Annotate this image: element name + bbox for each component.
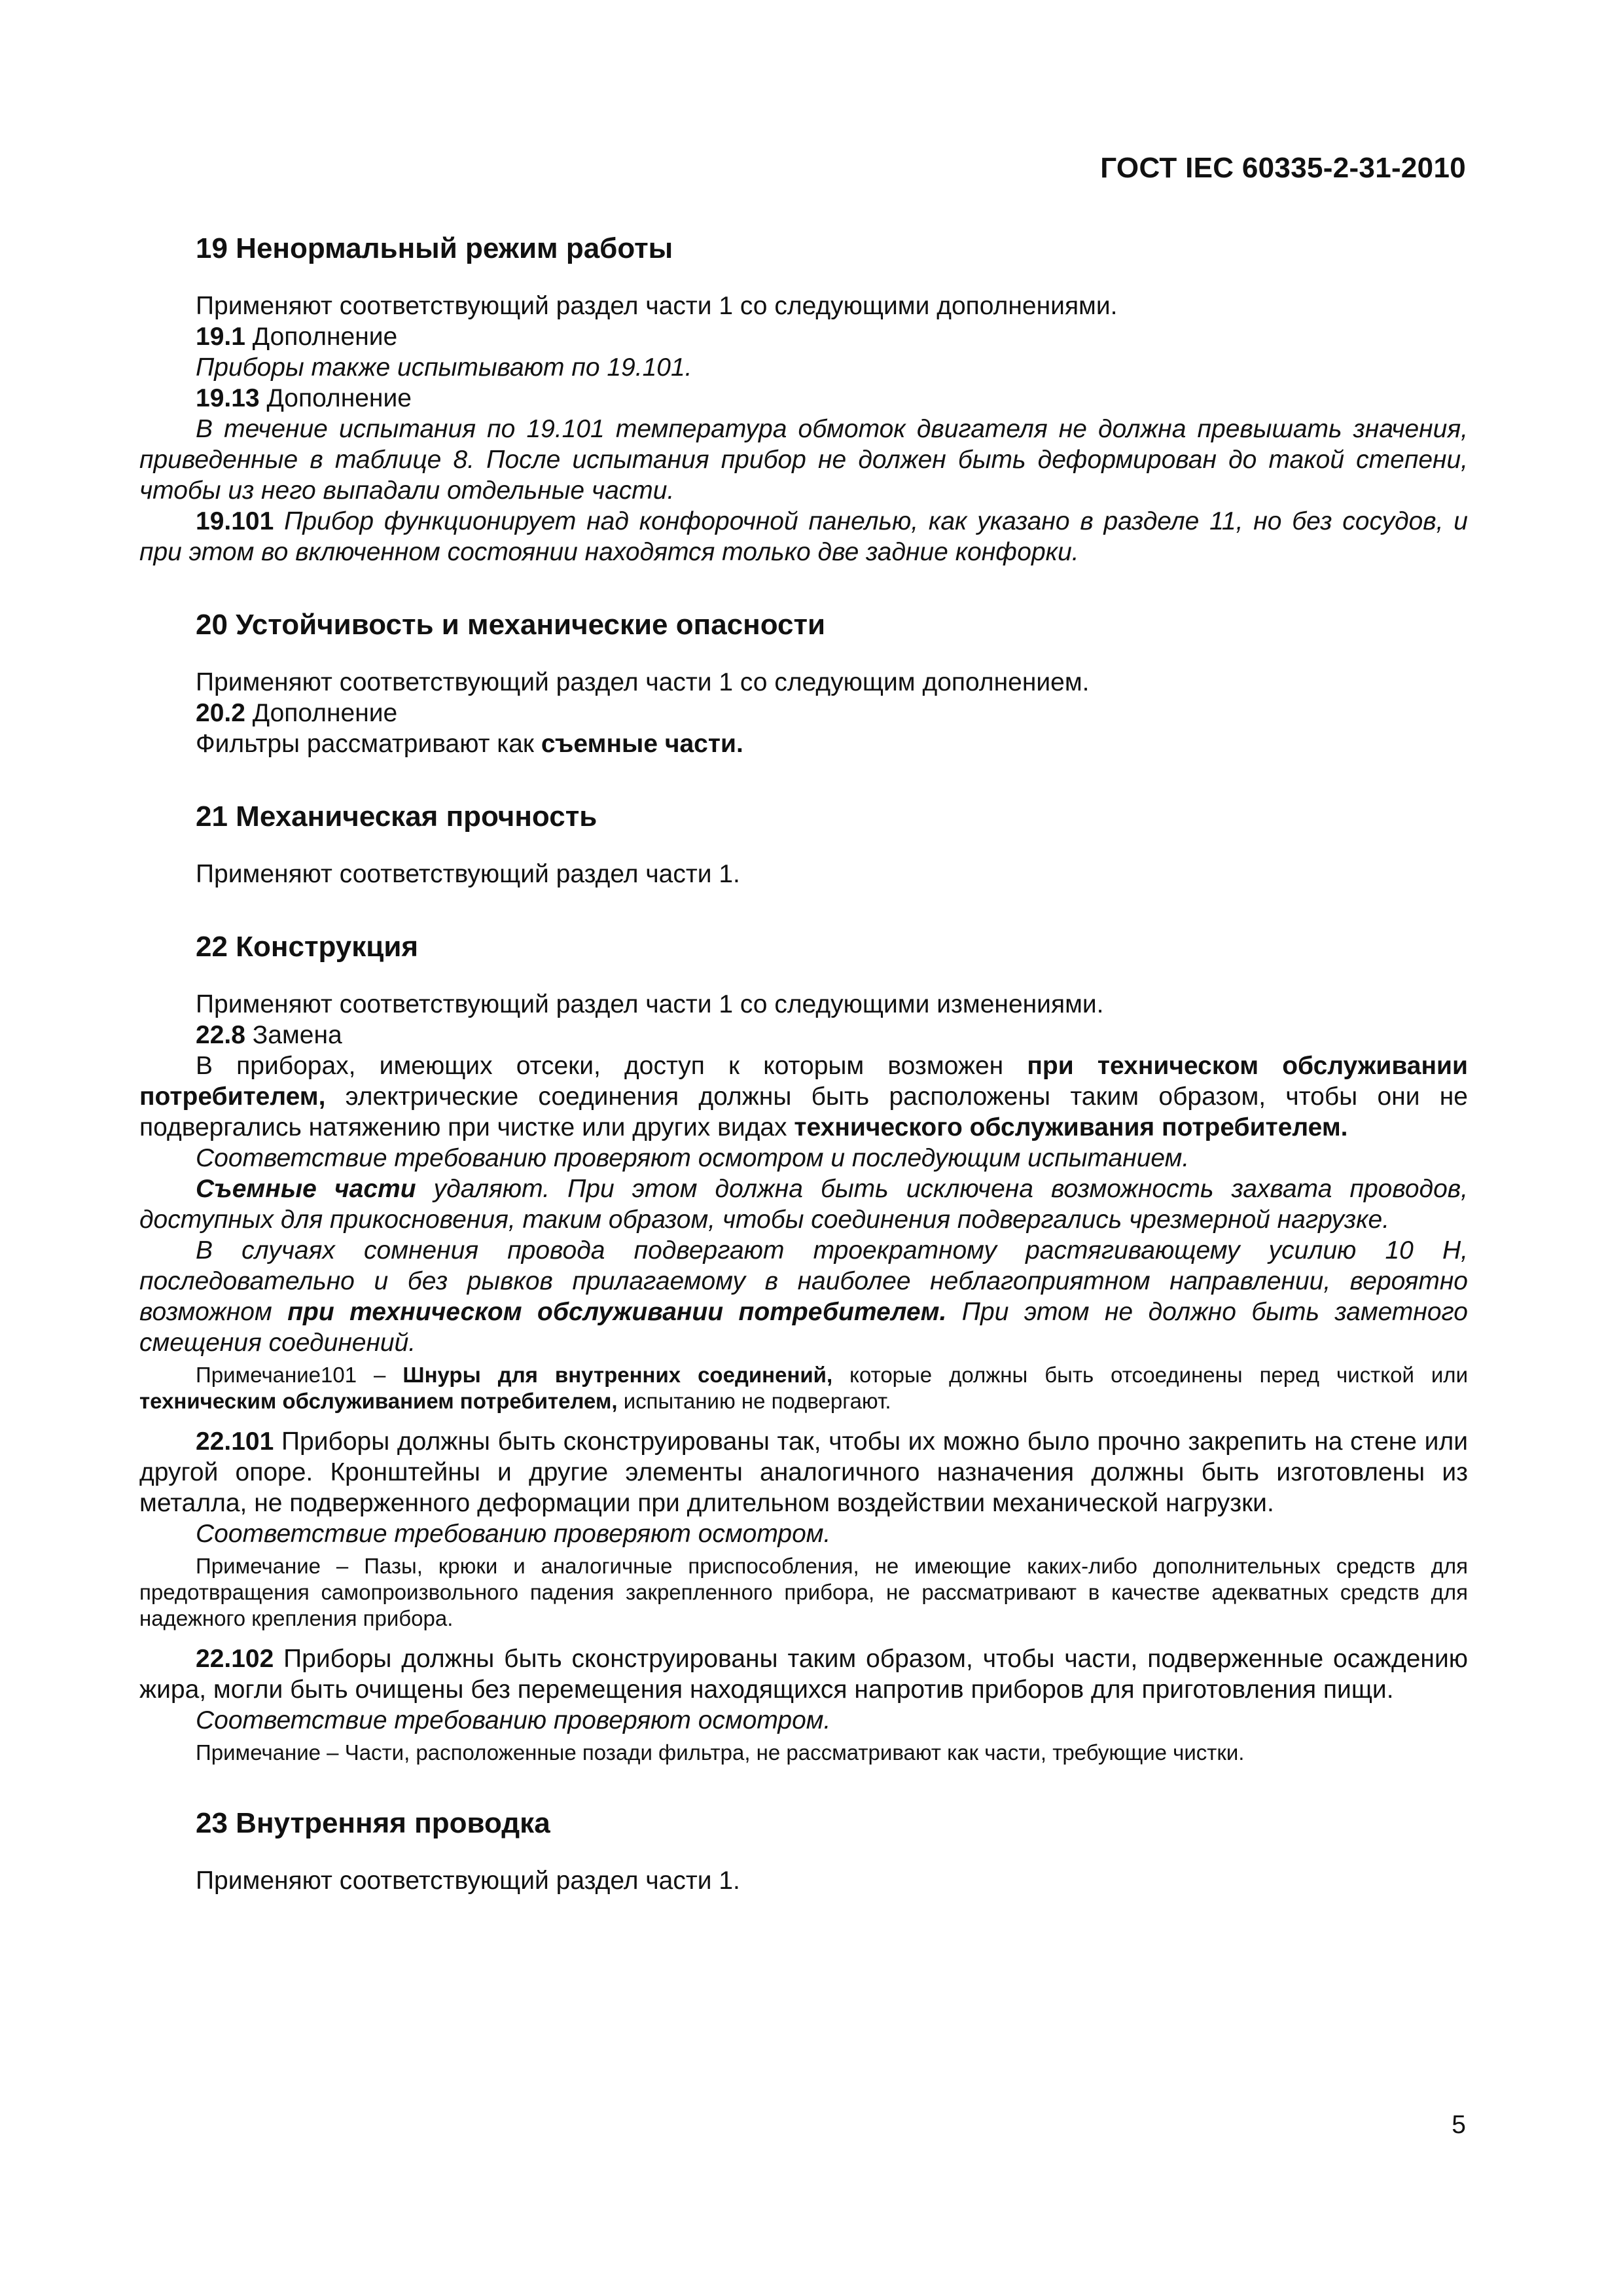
clause-label: Замена	[245, 1021, 342, 1049]
defined-term: техническим обслуживанием потребителем,	[139, 1389, 618, 1413]
clause-22-101-check: Соответствие требованию проверяют осмотром.	[196, 1520, 831, 1548]
section-23-intro: Применяют соответствующий раздел части 1.	[196, 1867, 740, 1895]
section-20-intro: Применяют соответствующий раздел части 1 со следующим дополнением.	[196, 668, 1090, 696]
section-19-title: 19 Ненормальный режим работы	[196, 232, 673, 264]
clause-22-8-note	[139, 1362, 1468, 1414]
clause-text: Приборы должны быть сконструированы таким образом, чтобы части, подверженные осаждению жира, могли быть очищены без перемещения находящихся напротив приборов для приготовления пищи.	[139, 1645, 1468, 1704]
clause-22-101-note: Примечание – Пазы, крюки и аналогичные приспособления, не имеющие каких-либо дополнительных средств для предотвращения самопроизвольного падения закрепленного прибора, не рассматривают в качестве адекватных средств для надежного крепления прибора.	[139, 1554, 1468, 1630]
text-run: удаляют. При этом должна быть исключена возможность захвата проводов, доступных для прикосновения, таким образом, чтобы соединения подвергались чрезмерной нагрузке.	[139, 1175, 1468, 1234]
section-21-title: 21 Механическая прочность	[196, 800, 597, 833]
clause-19-13	[139, 383, 1468, 414]
section-22-title: 22 Конструкция	[196, 931, 419, 963]
defined-term: технического обслуживания потребителем.	[794, 1113, 1348, 1141]
section-19-intro: Применяют соответствующий раздел части 1 со следующими дополнениями.	[196, 292, 1118, 320]
clause-22-101	[139, 1426, 1468, 1518]
clause-22-102	[139, 1643, 1468, 1705]
clause-label: Дополнение	[245, 699, 398, 727]
section-22-intro: Применяют соответствующий раздел части 1 со следующими изменениями.	[196, 990, 1104, 1018]
clause-number: 19.13	[196, 384, 260, 412]
clause-text: Прибор функционирует над конфорочной панелью, как указано в разделе 11, но без сосудов, и при этом во включенном состоянии находятся только две задние конфорки.	[139, 507, 1468, 566]
clause-19-101	[139, 506, 1468, 567]
text-run: которые должны быть отсоединены перед чисткой или	[832, 1363, 1468, 1387]
clause-22-8-para-4	[139, 1235, 1468, 1358]
clause-19-13-text: В течение испытания по 19.101 температура обмоток двигателя не должна превышать значения, приведенные в таблице 8. После испытания прибор не должен быть деформирован до такой степени, чтобы из него выпадали отдельные части.	[139, 415, 1468, 505]
clause-22-8	[139, 1020, 1468, 1050]
clause-20-2	[139, 698, 1468, 728]
text-run: При этом не должно быть заметного смещения соединений.	[139, 1298, 1468, 1357]
clause-number: 22.101	[196, 1427, 274, 1456]
text-run: Фильтры рассматривают как	[196, 730, 541, 758]
defined-term: при техническом обслуживании потребителем.	[287, 1298, 947, 1326]
defined-term: Съемные части	[196, 1175, 416, 1203]
clause-22-8-para-2: Соответствие требованию проверяют осмотром и последующим испытанием.	[196, 1144, 1190, 1172]
page-number: 5	[1452, 2111, 1466, 2139]
defined-term: съемные части.	[541, 730, 743, 758]
defined-term: при техническом обслуживании потребителем,	[139, 1052, 1468, 1111]
text-run: электрические соединения должны быть расположены таким образом, чтобы они не подвергались натяжению при чистке или других видах	[139, 1083, 1468, 1141]
text-run: В случаях сомнения провода подвергают троекратному растягивающему усилию 10 Н, последовательно и без рывков прилагаемому в наиболее неблагоприятном направлении, вероятно возможном	[139, 1236, 1468, 1326]
defined-term: Шнуры для внутренних соединений,	[402, 1363, 833, 1387]
clause-22-8-para-1	[139, 1050, 1468, 1143]
section-23-title: 23 Внутренняя проводка	[196, 1807, 550, 1839]
clause-number: 20.2	[196, 699, 245, 727]
standard-code: ГОСТ IEC 60335-2-31-2010	[1100, 152, 1466, 184]
clause-19-1-text: Приборы также испытывают по 19.101.	[196, 353, 692, 382]
clause-text: Приборы должны быть сконструированы так, чтобы их можно было прочно закрепить на стене или другой опоре. Кронштейны и другие элементы аналогичного назначения должны быть изготовлены из металла, не подверженного деформации при длительном воздействии механической нагрузки.	[139, 1427, 1468, 1517]
page-content	[139, 229, 1468, 1896]
clause-19-1	[139, 321, 1468, 352]
clause-number: 19.101	[196, 507, 274, 535]
clause-label: Дополнение	[245, 323, 398, 351]
clause-22-102-note: Примечание – Части, расположенные позади фильтра, не рассматривают как части, требующие чистки.	[196, 1740, 1245, 1765]
clause-22-102-check: Соответствие требованию проверяют осмотром.	[196, 1706, 831, 1734]
text-run: Примечание101 –	[196, 1363, 403, 1387]
section-21-intro: Применяют соответствующий раздел части 1.	[196, 860, 740, 888]
clause-number: 19.1	[196, 323, 245, 351]
section-20-title: 20 Устойчивость и механические опасности	[196, 609, 826, 641]
clause-number: 22.8	[196, 1021, 245, 1049]
clause-22-8-para-3	[139, 1174, 1468, 1235]
text-run: В приборах, имеющих отсеки, доступ к которым возможен	[196, 1052, 1027, 1080]
clause-number: 22.102	[196, 1645, 274, 1673]
clause-label: Дополнение	[259, 384, 412, 412]
clause-20-2-text	[139, 728, 1468, 759]
text-run: испытанию не подвергают.	[617, 1389, 891, 1413]
